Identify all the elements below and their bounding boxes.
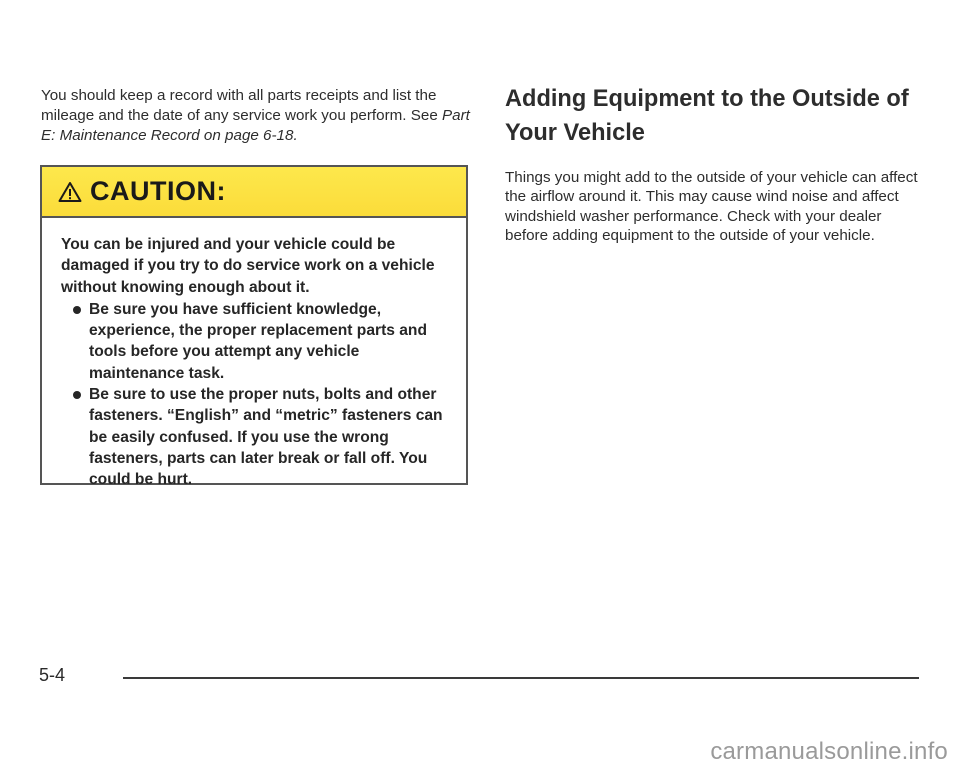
left-column: [41, 86, 471, 146]
page-number: 5-4: [39, 665, 66, 685]
caution-bullet-text: Be sure to use the proper nuts, bolts and other fasteners. “English” and “metric” fasteners can be easily confused. If you use the wrong fasteners, parts can later break or fall off. You could be hurt.: [89, 386, 443, 489]
caution-text: You can be injured and your vehicle could be damaged if you try to do service work on a vehicle without knowing enough about it.: [61, 236, 435, 296]
warning-triangle-icon: [58, 181, 82, 203]
watermark-text: carmanualsonline.info: [710, 738, 948, 765]
section-body: Things you might add to the outside of your vehicle can affect the airflow around it. This may cause wind noise and affect windshield washer performance. Check with your dealer before adding equipment to the outside of your vehicle.: [505, 169, 918, 245]
intro-text: You should keep a record with all parts receipts and list the mileage and the date of any service work you perform. See: [41, 87, 442, 124]
section-heading: Adding Equipment to the Outside of Your Vehicle: [505, 86, 909, 146]
right-column: [505, 82, 925, 246]
caution-bullet-text: Be sure you have sufficient knowledge, experience, the proper replacement parts and tools before you attempt any vehicle maintenance task.: [89, 300, 427, 382]
caution-body: [42, 218, 466, 491]
footer-divider: [123, 677, 919, 679]
caution-bullet-item: [73, 299, 450, 384]
intro-paragraph: [41, 86, 471, 146]
caution-header: [42, 167, 466, 218]
bullet-dot-icon: [73, 306, 81, 314]
caution-title: CAUTION:: [90, 176, 226, 206]
maintenance-record-reference: Part E: Maintenance Record on page 6-18.: [41, 107, 470, 144]
caution-bullet-item: [73, 384, 450, 490]
bullet-dot-icon: [73, 391, 81, 399]
caution-bullet-list: [61, 299, 450, 491]
caution-box: [40, 165, 468, 489]
